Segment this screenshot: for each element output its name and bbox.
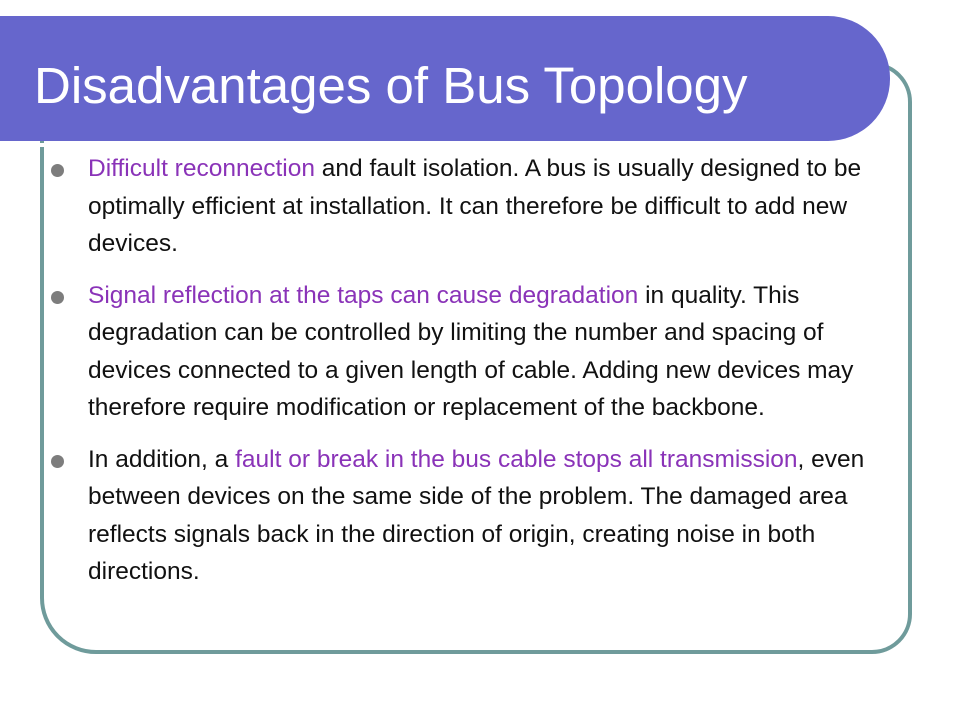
bullet-2-text: in quality. This degradation can be controlled by limiting the number and spacing of devices connected to a given length of cable. Adding new devices may therefore require modification or replacement of the backbone. xyxy=(88,281,854,421)
bullet-3-highlight: fault or break in the bus cable stops all transmission xyxy=(235,445,798,473)
bullet-dot-icon xyxy=(51,291,64,304)
bullet-3-text-lead: In addition, a xyxy=(88,445,236,473)
bullet-1-text: and fault isolation. A bus is usually designed to be optimally efficient at installation. It can therefore be difficult to add new devices. xyxy=(88,155,862,257)
bullet-3-text: , even between devices on the same side of the problem. The damaged area reflects signals back in the direction of origin, creating noise in both directions. xyxy=(88,445,865,585)
title-bar xyxy=(0,16,890,141)
bullet-1-highlight: Difficult reconnection xyxy=(88,155,315,182)
bullet-2-highlight: Signal reflection at the taps can cause degradation xyxy=(88,281,639,309)
bullet-dot-icon xyxy=(51,164,64,177)
bullet-item-3 xyxy=(50,441,898,591)
slide-title: Disadvantages of Bus Topology xyxy=(34,57,748,114)
bullet-list xyxy=(50,150,898,605)
bullet-dot-icon xyxy=(51,455,64,468)
title-underline xyxy=(0,143,848,147)
bullet-item-1 xyxy=(50,150,898,263)
bullet-item-2 xyxy=(50,277,898,427)
